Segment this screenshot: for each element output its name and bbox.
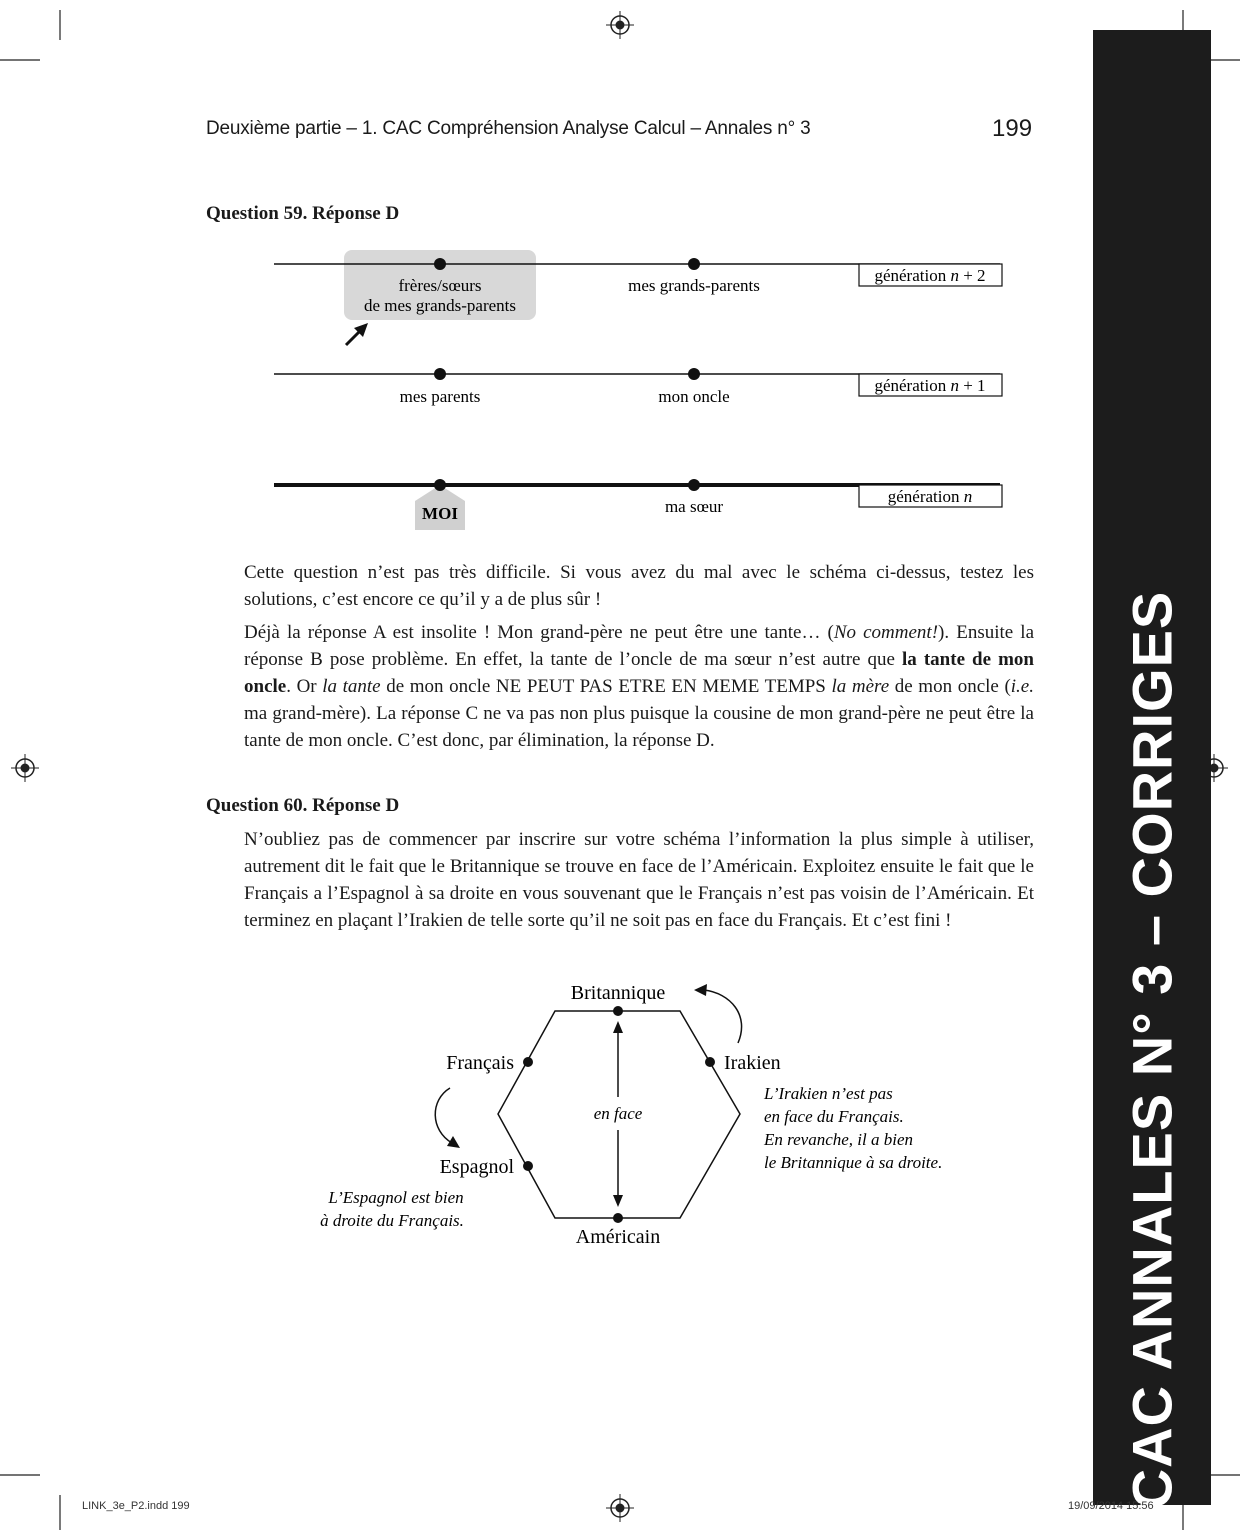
en-face-label: en face	[593, 1104, 643, 1123]
q59-body	[244, 559, 1034, 754]
label-grandparents: mes grands-parents	[628, 276, 760, 295]
label-uncle: mon oncle	[658, 387, 730, 406]
label-siblings-1: frères/sœurs	[398, 276, 482, 295]
seat-francais	[523, 1057, 533, 1067]
label-irakien: Irakien	[724, 1052, 781, 1074]
pointer-arrow-icon	[346, 323, 368, 345]
q59-heading: Question 59. Réponse D	[206, 203, 400, 224]
seat-irakien	[705, 1057, 715, 1067]
seating-diagram	[300, 975, 1000, 1265]
page-number: 199	[992, 115, 1033, 142]
node-sister	[688, 479, 700, 491]
label-britannique: Britannique	[570, 982, 666, 1004]
q60-body	[244, 826, 1034, 934]
generation-label-n1: génération n + 1	[874, 376, 986, 395]
node-parents	[434, 368, 446, 380]
node-moi	[434, 479, 446, 491]
seat-espagnol	[523, 1161, 533, 1171]
q59-paragraph-1: Cette question n’est pas très difficile. Si vous avez du mal avec le schéma ci-dessus, testez les solutions, c’est encore ce qu’il y a de plus sûr !	[244, 562, 1034, 610]
curved-arrow-irakien-icon	[694, 984, 742, 1043]
svg-text:en face du Français.: en face du Français.	[764, 1107, 904, 1126]
label-francais: Français	[446, 1052, 514, 1074]
q59-paragraph-2: Déjà la réponse A est insolite ! Mon grand-père ne peut être une tante… (No comment!). Ensuite la réponse B pose problème. En effet, la tante de l’oncle de ma sœur n’est autre que la tante de mon oncle. Or la tante de mon oncle NE PEUT PAS ETRE EN MEME TEMPS la mère de mon oncle (i.e. ma grand-mère). La réponse C ne va pas non plus puisque la cousine de mon grand-père ne peut être la tante de mon oncle. C’est donc, par élimination, la réponse D.	[244, 622, 1035, 751]
q60-heading: Question 60. Réponse D	[206, 795, 400, 816]
running-head: Deuxième partie – 1. CAC Compréhension Analyse Calcul – Annales n° 3	[206, 118, 811, 139]
side-band-title: CAC ANNALES N° 3 – CORRIGES	[1120, 590, 1184, 1510]
svg-text:L’Irakien n’est pas: L’Irakien n’est pas	[764, 1084, 893, 1103]
curved-arrow-francais-icon	[435, 1088, 460, 1148]
genealogy-diagram	[260, 245, 1020, 535]
registration-mark-left	[11, 754, 39, 782]
note-espagnol	[320, 1188, 464, 1230]
generation-label-n: génération n	[887, 487, 973, 506]
svg-text:à droite du Français.: à droite du Français.	[320, 1211, 464, 1230]
label-americain: Américain	[575, 1226, 661, 1248]
svg-text:le Britannique à sa droite.: le Britannique à sa droite.	[764, 1153, 943, 1172]
label-siblings-2: de mes grands-parents	[363, 296, 517, 315]
label-moi: MOI	[422, 504, 458, 523]
generation-label-n2: génération n + 2	[874, 266, 986, 285]
registration-mark-bottom	[606, 1494, 634, 1522]
svg-text:En revanche, il a bien: En revanche, il a bien	[764, 1130, 914, 1149]
registration-mark-top	[606, 11, 634, 39]
seat-americain	[613, 1213, 623, 1223]
seat-britannique	[613, 1006, 623, 1016]
node-grandparents	[688, 258, 700, 270]
svg-text:L’Espagnol est bien: L’Espagnol est bien	[328, 1188, 464, 1207]
footer-timestamp: 19/09/2014 15:56	[1068, 1500, 1154, 1512]
label-espagnol: Espagnol	[439, 1156, 514, 1178]
footer-file: LINK_3e_P2.indd 199	[82, 1500, 190, 1512]
label-parents: mes parents	[399, 387, 481, 406]
q60-paragraph-1: N’oubliez pas de commencer par inscrire sur votre schéma l’information la plus simple à utiliser, autrement dit le fait que le Britannique se trouve en face de l’Américain. Exploitez ensuite le fait que le Français a l’Espagnol à sa droite en vous souvenant que le Français n’est pas voisin de l’Américain. Et terminez en plaçant l’Irakien de telle sorte qu’il ne soit pas en face du Français. Et c’est fini !	[244, 829, 1034, 931]
node-siblings	[434, 258, 446, 270]
label-sister: ma sœur	[664, 497, 724, 516]
note-irakien	[763, 1084, 942, 1172]
node-uncle	[688, 368, 700, 380]
